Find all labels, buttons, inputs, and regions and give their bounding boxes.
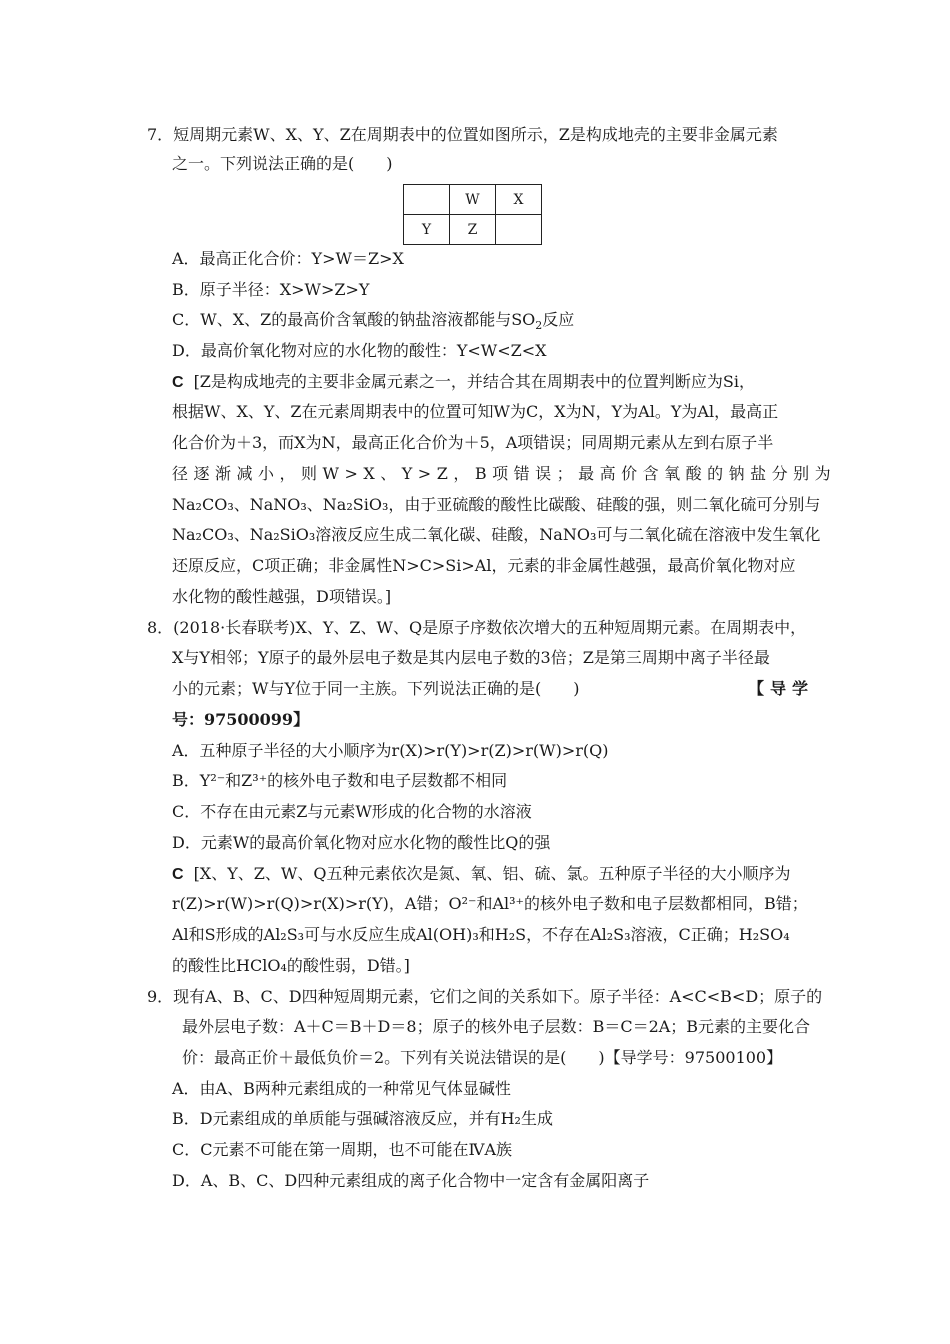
q7-explanation-line7: 还原反应，C项正确；非金属性N>C>Si>Al，元素的非金属性越强，最高价氧化物对应 [172, 556, 796, 575]
q8-explanation-line2: r(Z)>r(W)>r(Q)>r(X)>r(Y)，A错；O²⁻和Al³⁺的核外电子数和电子层数都相同，B错； [172, 894, 808, 913]
q8-stem-line3: 小的元素；W与Y位于同一主族。下列说法正确的是( ) [172, 679, 580, 698]
q8-answer: C [172, 866, 184, 883]
q8-reference-tag: 【导学 [748, 679, 815, 698]
periodic-table-figure [403, 184, 542, 245]
q9-option-c: C．C元素不可能在第一周期，也不可能在ⅣA族 [172, 1140, 513, 1159]
q7-answer: C [172, 374, 184, 391]
q8-explanation-line3: Al和S形成的Al₂S₃可与水反应生成Al(OH)₃和H₂S，不存在Al₂S₃溶液，C正确；H₂SO₄ [172, 925, 790, 944]
q8-option-c: C．不存在由元素Z与元素W形成的化合物的水溶液 [172, 802, 532, 821]
q7-option-d: D．最高价氧化物对应的水化物的酸性：Y<W<Z<X [172, 341, 547, 360]
q7-stem-line2: 之一。下列说法正确的是( ) [172, 154, 393, 173]
q8-stem-line2: X与Y相邻；Y原子的最外层电子数是其内层电子数的3倍；Z是第三周期中离子半径最 [172, 648, 770, 667]
q9-stem-line3: 价：最高正价＋最低负价＝2。下列有关说法错误的是( )【导学号：97500100】 [182, 1048, 783, 1067]
table-cell: W [450, 185, 496, 215]
q7-explanation-line5: Na₂CO₃、NaNO₃、Na₂SiO₃，由于亚硫酸的酸性比碳酸、硅酸的强，则二氧化硫可分别与 [172, 495, 821, 514]
table-cell [496, 215, 542, 245]
q9-stem-line1: 9．现有A、B、C、D四种短周期元素，它们之间的关系如下。原子半径：A<C<B<D；原子的 [147, 987, 823, 1006]
q7-explanation-line3: 化合价为＋3，而X为N，最高正化合价为＋5，A项错误；同周期元素从左到右原子半 [172, 433, 774, 452]
q8-reference-number: 号：97500099】 [172, 710, 310, 729]
q9-option-b: B．D元素组成的单质能与强碱溶液反应，并有H₂生成 [172, 1109, 553, 1128]
q8-stem-line1: 8．(2018·长春联考)X、Y、Z、W、Q是原子序数依次增大的五种短周期元素。在周期表中， [147, 618, 807, 637]
q9-option-d: D．A、B、C、D四种元素组成的离子化合物中一定含有金属阳离子 [172, 1171, 650, 1190]
q7-option-b: B．原子半径：X>W>Z>Y [172, 280, 370, 299]
q7-explanation-line6: Na₂CO₃、Na₂SiO₃溶液反应生成二氧化碳、硅酸，NaNO₃可与二氧化硫在溶液中发生氧化 [172, 525, 821, 544]
q8-option-b: B．Y²⁻和Z³⁺的核外电子数和电子层数都不相同 [172, 771, 508, 790]
table-cell [404, 185, 450, 215]
q8-option-d: D．元素W的最高价氧化物对应水化物的酸性比Q的强 [172, 833, 551, 852]
q7-explanation-line1: C [Z是构成地壳的主要非金属元素之一，并结合其在周期表中的位置判断应为Si， [172, 372, 756, 391]
q9-option-a: A．由A、B两种元素组成的一种常见气体显碱性 [172, 1079, 511, 1098]
q8-option-a: A．五种原子半径的大小顺序为r(X)>r(Y)>r(Z)>r(W)>r(Q) [172, 741, 609, 760]
q7-explanation-line4: 径逐渐减小，则W>X、Y>Z，B项错误；最高价含氧酸的钠盐分别为 [172, 464, 837, 483]
q9-stem-line2: 最外层电子数：A＋C＝B＋D＝8；原子的核外电子层数：B＝C＝2A；B元素的主要化合 [182, 1017, 811, 1036]
table-cell: Y [404, 215, 450, 245]
q7-stem-line1: 7．短周期元素W、X、Y、Z在周期表中的位置如图所示，Z是构成地壳的主要非金属元素 [147, 125, 778, 144]
table-cell: Z [450, 215, 496, 245]
q7-explanation-line2: 根据W、X、Y、Z在元素周期表中的位置可知W为C，X为N，Y为Al。Y为Al，最高正 [172, 402, 779, 421]
q7-option-a: A．最高正化合价：Y>W＝Z>X [172, 249, 404, 268]
q8-explanation-line4: 的酸性比HClO₄的酸性弱，D错。] [172, 956, 410, 975]
q7-explanation-line8: 水化物的酸性越强，D项错误。] [172, 587, 392, 606]
table-cell: X [496, 185, 542, 215]
q8-explanation-line1: C [X、Y、Z、W、Q五种元素依次是氮、氧、铝、硫、氯。五种原子半径的大小顺序为 [172, 864, 791, 883]
q7-option-c: C．W、X、Z的最高价含氧酸的钠盐溶液都能与$SO_2$反应 [172, 310, 575, 333]
